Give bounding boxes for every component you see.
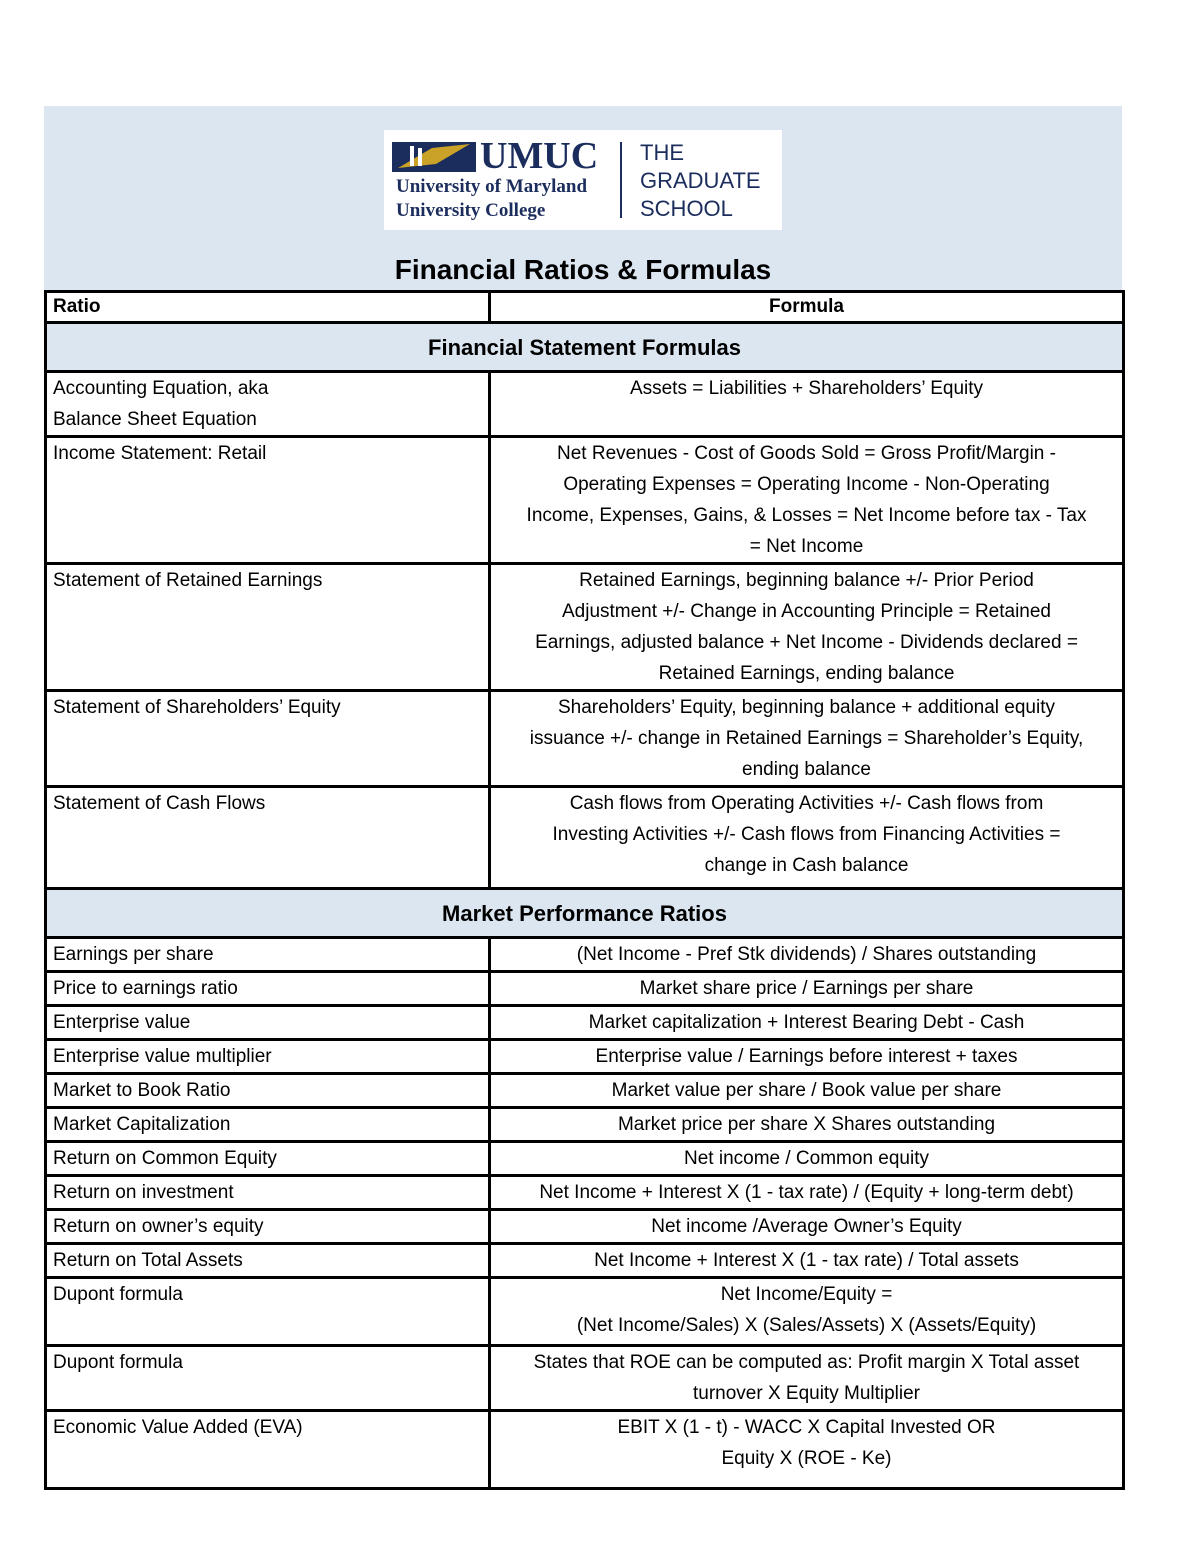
ratio-text-line: Balance Sheet Equation — [53, 409, 257, 430]
table-row — [46, 1074, 1124, 1108]
formula-text-line: Net Income/Equity = — [720, 1284, 893, 1305]
formula-cell — [490, 1411, 1124, 1489]
formula-text-line: Operating Expenses = Operating Income - Non-Operating — [563, 474, 1050, 495]
formula-cell — [490, 372, 1124, 437]
table-row — [46, 1108, 1124, 1142]
umuc-graduate-school-logo — [384, 130, 782, 230]
formula-text-line: Retained Earnings, ending balance — [658, 663, 955, 684]
page-title: Financial Ratios & Formulas — [394, 254, 772, 285]
formula-cell — [490, 564, 1124, 691]
formula-text-line: Retained Earnings, beginning balance +/- Prior Period — [579, 570, 1034, 591]
ratio-text-line: Statement of Cash Flows — [53, 793, 266, 814]
table-row — [46, 437, 1124, 564]
column-header-ratio: Ratio — [46, 292, 490, 323]
ratio-text-line: Return on investment — [53, 1182, 234, 1203]
column-header-row — [46, 292, 1124, 323]
logo-brand: UMUC — [480, 135, 599, 177]
column-header-formula: Formula — [490, 292, 1124, 323]
formula-text-line: Net Income + Interest X (1 - tax rate) / (Equity + long-term debt) — [539, 1182, 1074, 1203]
ratio-text-line: Accounting Equation, aka — [53, 378, 269, 399]
table-row — [46, 1411, 1124, 1489]
table-row — [46, 1006, 1124, 1040]
table-row — [46, 1210, 1124, 1244]
ratio-text-line: Enterprise value — [53, 1012, 191, 1033]
ratio-text-line: Earnings per share — [53, 944, 214, 965]
formula-text-line: Market price per share X Shares outstanding — [617, 1114, 996, 1135]
formula-text-line: EBIT X (1 - t) - WACC X Capital Invested OR — [617, 1417, 996, 1438]
formula-text-line: Adjustment +/- Change in Accounting Principle = Retained — [561, 601, 1052, 622]
formula-text-line: (Net Income/Sales) X (Sales/Assets) X (Assets/Equity) — [576, 1315, 1037, 1336]
formula-cell — [490, 1278, 1124, 1346]
formula-text-line: (Net Income - Pref Stk dividends) / Shares outstanding — [576, 944, 1037, 965]
formula-text-line: Net income /Average Owner’s Equity — [651, 1216, 962, 1237]
ratio-cell — [46, 1210, 490, 1244]
logo-divider — [620, 142, 622, 218]
ratio-cell — [46, 938, 490, 972]
formula-text-line: issuance +/- change in Retained Earnings = Shareholder’s Equity, — [529, 728, 1084, 749]
ratio-cell — [46, 1040, 490, 1074]
formula-cell — [490, 1108, 1124, 1142]
formula-text-line: Net income / Common equity — [684, 1148, 929, 1169]
table-row — [46, 372, 1124, 437]
ratio-cell — [46, 1176, 490, 1210]
ratios-table — [44, 290, 1125, 1490]
formula-text-line: Market value per share / Book value per share — [611, 1080, 1002, 1101]
section-header-row — [46, 889, 1124, 938]
ratio-text-line: Price to earnings ratio — [53, 978, 238, 999]
formula-text-line: turnover X Equity Multiplier — [692, 1383, 921, 1404]
ratio-text-line: Dupont formula — [53, 1352, 183, 1373]
ratio-cell — [46, 1346, 490, 1411]
formula-cell — [490, 1210, 1124, 1244]
formula-cell — [490, 1040, 1124, 1074]
logo-school-line2: GRADUATE — [640, 168, 761, 193]
table-row — [46, 1040, 1124, 1074]
ratio-text-line: Statement of Shareholders’ Equity — [53, 697, 341, 718]
formula-cell — [490, 1006, 1124, 1040]
ratio-text-line: Economic Value Added (EVA) — [53, 1417, 303, 1438]
table-row — [46, 1346, 1124, 1411]
table-row — [46, 691, 1124, 787]
formula-text-line: Cash flows from Operating Activities +/- Cash flows from — [569, 793, 1044, 814]
ratio-cell — [46, 1142, 490, 1176]
formula-text-line: Assets = Liabilities + Shareholders’ Equity — [629, 378, 984, 399]
formula-cell — [490, 1244, 1124, 1278]
ratio-cell — [46, 1411, 490, 1489]
table-row — [46, 1142, 1124, 1176]
table-row — [46, 972, 1124, 1006]
formula-text-line: Investing Activities +/- Cash flows from Financing Activities = — [552, 824, 1061, 845]
logo-school-line3: SCHOOL — [640, 196, 733, 221]
table-row — [46, 564, 1124, 691]
formula-text-line: Equity X (ROE - Ke) — [721, 1448, 892, 1469]
ratio-cell — [46, 564, 490, 691]
ratio-cell — [46, 1108, 490, 1142]
ratio-text-line: Market to Book Ratio — [53, 1080, 231, 1101]
formula-cell — [490, 1074, 1124, 1108]
ratio-cell — [46, 437, 490, 564]
section-title: Market Performance Ratios — [46, 889, 1124, 938]
ratio-text-line: Enterprise value multiplier — [53, 1046, 272, 1067]
formula-text-line: Net Revenues - Cost of Goods Sold = Gross Profit/Margin - — [557, 443, 1056, 464]
ratio-cell — [46, 972, 490, 1006]
logo-school-line1: THE — [640, 140, 684, 165]
formula-text-line: Net Income + Interest X (1 - tax rate) / Total assets — [594, 1250, 1019, 1271]
logo-university-line2: University College — [396, 200, 546, 221]
ratio-cell — [46, 1278, 490, 1346]
formula-text-line: ending balance — [742, 759, 871, 780]
formula-cell — [490, 972, 1124, 1006]
ratio-text-line: Return on owner’s equity — [53, 1216, 264, 1237]
formula-cell — [490, 938, 1124, 972]
formula-cell — [490, 437, 1124, 564]
ratio-text-line: Income Statement: Retail — [53, 443, 267, 464]
ratio-text-line: Return on Common Equity — [53, 1148, 277, 1169]
ratio-text-line: Dupont formula — [53, 1284, 183, 1305]
table-row — [46, 1278, 1124, 1346]
formula-cell — [490, 691, 1124, 787]
umuc-emblem-icon — [392, 138, 476, 174]
ratio-text-line: Statement of Retained Earnings — [53, 570, 323, 591]
formula-text-line: States that ROE can be computed as: Profit margin X Total asset — [533, 1352, 1080, 1373]
formula-text-line: change in Cash balance — [704, 855, 909, 876]
ratio-cell — [46, 691, 490, 787]
section-header-row — [46, 323, 1124, 372]
ratio-text-line: Market Capitalization — [53, 1114, 231, 1135]
formula-text-line: Market share price / Earnings per share — [639, 978, 974, 999]
ratio-cell — [46, 1006, 490, 1040]
formula-text-line: Market capitalization + Interest Bearing Debt - Cash — [588, 1012, 1025, 1033]
formula-cell — [490, 1142, 1124, 1176]
section-title: Financial Statement Formulas — [46, 323, 1124, 372]
table-row — [46, 787, 1124, 889]
formula-text-line: = Net Income — [749, 536, 864, 557]
table-row — [46, 1176, 1124, 1210]
ratio-cell — [46, 1074, 490, 1108]
formula-text-line: Earnings, adjusted balance + Net Income - Dividends declared = — [535, 632, 1078, 653]
formula-cell — [490, 787, 1124, 889]
ratio-text-line: Return on Total Assets — [53, 1250, 243, 1271]
formula-text-line: Income, Expenses, Gains, & Losses = Net Income before tax - Tax — [526, 505, 1087, 526]
formula-cell — [490, 1346, 1124, 1411]
ratio-cell — [46, 372, 490, 437]
formula-text-line: Shareholders’ Equity, beginning balance + additional equity — [558, 697, 1055, 718]
formula-text-line: Enterprise value / Earnings before interest + taxes — [595, 1046, 1018, 1067]
logo-university-line1: University of Maryland — [396, 176, 588, 197]
table-row — [46, 1244, 1124, 1278]
ratio-cell — [46, 787, 490, 889]
formula-cell — [490, 1176, 1124, 1210]
ratio-cell — [46, 1244, 490, 1278]
table-row — [46, 938, 1124, 972]
